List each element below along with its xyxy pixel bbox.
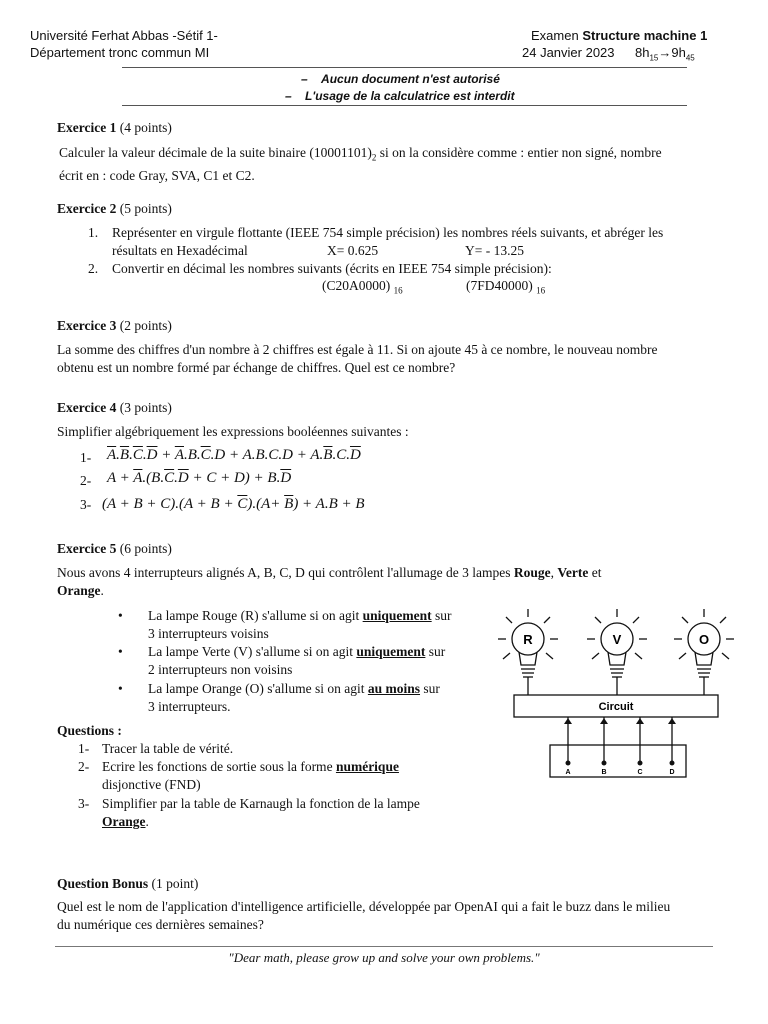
expr-2-num: 2- <box>80 473 92 488</box>
exam-subject: Structure machine 1 <box>582 28 708 43</box>
exercise-4-label: Exercice 4 <box>57 400 117 415</box>
footer-quote: "Dear math, please grow up and solve your own problems." <box>228 950 540 965</box>
exercise-4-points: (3 points) <box>119 400 172 415</box>
note-dash: – <box>301 72 308 86</box>
bonus-title <box>57 876 198 892</box>
hex-2: (7FD40000) <box>466 278 533 293</box>
boolean-expression-3: $(A + B + C).(A + B + \overline{C}).(A+ \overline{B}) + A.B + B$ <box>102 496 365 512</box>
note-text: Aucun document n'est autorisé <box>321 72 500 86</box>
exam-date: 24 Janvier 2023 <box>522 45 615 60</box>
exercise-3-points: (2 points) <box>119 318 172 333</box>
b2-text-c: 2 interrupteurs non voisins <box>148 662 293 677</box>
arrow-icon <box>636 718 644 724</box>
question-1 <box>78 740 234 758</box>
bonus-points: (1 point) <box>151 876 199 891</box>
exercise-4-title <box>57 400 172 416</box>
lamp-r-icon <box>498 609 558 695</box>
q2-text-a: Ecrire les fonctions de sortie sous la forme <box>102 759 336 774</box>
ex3-line-1: La somme des chiffres d'un nombre à 2 chiffres est égale à 11. Si on ajoute 45 à ce nombre, le nouveau nombre <box>57 342 658 357</box>
exercise-5-title <box>57 541 172 557</box>
bullet-icon: • <box>118 608 123 623</box>
ex5-intro-text: Nous avons 4 interrupteurs alignés A, B, C, D qui contrôlent l'allumage de 3 lampes <box>57 565 514 580</box>
note-text: L'usage de la calculatrice est interdit <box>305 89 515 103</box>
time-start-sub: 15 <box>649 53 659 63</box>
lamp-v-icon <box>587 609 647 695</box>
ex5-et: et <box>588 565 602 580</box>
b2-text-a: La lampe Verte (V) s'allume si on agit <box>148 644 357 659</box>
ex1-text-c: écrit en : code Gray, SVA, C1 et C2. <box>59 167 255 183</box>
ex1-text-sub: 2 <box>371 152 377 163</box>
lamp-o-icon <box>674 609 734 695</box>
switch-a-label: A <box>565 769 571 776</box>
lamp-v-label: V <box>612 632 622 647</box>
ex2-item-1-text-b: résultats en Hexadécimal <box>112 243 248 258</box>
bonus-line-2: du numérique ces dernières semaines? <box>57 917 264 932</box>
questions-heading: Questions : <box>57 723 122 738</box>
q3-text-emph: Orange <box>102 814 146 829</box>
note-dash: – <box>285 89 292 103</box>
ex2-item-2-text: Convertir en décimal les nombres suivants (écrits en IEEE 754 simple précision): <box>112 261 552 276</box>
lamp-verte: Verte <box>557 565 589 580</box>
exercise-2-title <box>57 201 172 217</box>
ex2-hex-1 <box>322 277 403 300</box>
time-end: 9h <box>671 45 686 60</box>
hex-2-base: 16 <box>536 285 546 296</box>
exercise-1-label: Exercice 1 <box>57 120 117 135</box>
expr-3-num: 3- <box>80 497 92 512</box>
exercise-2-item-1 <box>88 224 712 260</box>
time-end-sub: 45 <box>685 53 695 63</box>
hex-1: (C20A0000) <box>322 278 391 293</box>
department-name: Département tronc commun MI <box>30 45 210 60</box>
switch-d-label: D <box>669 769 675 776</box>
lamp-orange: Orange <box>57 583 101 598</box>
b3-text-emph: au moins <box>367 681 421 696</box>
switch-dot <box>602 761 607 766</box>
ex1-text-b: si on la considère comme : entier non signé, nombre <box>376 145 662 160</box>
ex2-item-1-text-a: Représenter en virgule flottante (IEEE 754 simple précision) les nombres réels suivants, et abréger les <box>112 225 664 240</box>
ex1-text-a: Calculer la valeur décimale de la suite binaire (10001101) <box>59 145 372 160</box>
ex2-x-value: X= 0.625 <box>327 243 379 258</box>
ex2-y-value: Y= - 13.25 <box>465 243 524 258</box>
exercise-1-text <box>59 144 719 185</box>
switch-dot <box>670 761 675 766</box>
exercise-5-points: (6 points) <box>119 541 172 556</box>
lamp-circuit-figure <box>488 605 748 785</box>
lamp-rouge: Rouge <box>513 565 551 580</box>
lamp-r-label: R <box>523 632 533 647</box>
switch-dot <box>638 761 643 766</box>
arrow-icon: → <box>658 45 672 60</box>
question-2 <box>78 758 442 794</box>
note-1 <box>301 72 500 86</box>
question-3 <box>78 795 462 831</box>
exercise-2-item-2 <box>88 260 712 278</box>
note-2 <box>285 89 515 103</box>
exercise-1-title <box>57 120 172 136</box>
exercise-5-intro <box>57 564 727 600</box>
q3-dot: . <box>145 814 149 829</box>
ex3-line-2: obtenu est un nombre formé par échange de chiffres. Quel est ce nombre? <box>57 360 456 375</box>
switch-dot <box>566 761 571 766</box>
q3-text-a: Simplifier par la table de Karnaugh la fonction de la lampe <box>102 796 420 811</box>
arrow-icon <box>600 718 608 724</box>
hex-1-base: 16 <box>393 285 403 296</box>
b3-text-c: 3 interrupteurs. <box>148 699 231 714</box>
exercise-2-points: (5 points) <box>119 201 172 216</box>
b1-text-b: sur <box>431 608 452 623</box>
q1-num: 1- <box>78 741 90 756</box>
footer-rule <box>55 946 713 947</box>
bullet-icon: • <box>118 681 123 696</box>
bonus-line-1: Quel est le nom de l'application d'intelligence artificielle, développée par OpenAI qui a fait le buzz dans le milieu <box>57 899 671 914</box>
boolean-expression-1: $\overline{A}.\overline{B}.\overline{C}.\overline{D} + \overline{A}.B.\overline{C}.D + A.B.C.D + A.\overline{B}.C.\overline{D}$ <box>107 447 361 463</box>
q2-text-b: disjonctive (FND) <box>102 777 201 792</box>
b3-text-b: sur <box>420 681 440 696</box>
b2-text-emph: uniquement <box>356 644 426 659</box>
boolean-expression-2: $A + \overline{A}.(B.\overline{C}.\overline{D} + C + D) + B.\overline{D}$ <box>107 470 292 486</box>
expr-1-num: 1- <box>80 450 92 465</box>
bullet-icon: • <box>118 644 123 659</box>
exam-time <box>635 44 695 67</box>
bonus-text <box>57 898 727 934</box>
switch-b-label: B <box>601 769 607 776</box>
b1-text-a: La lampe Rouge (R) s'allume si on agit <box>148 608 363 623</box>
ex5-comma: , <box>550 565 558 580</box>
exam-title <box>531 27 707 44</box>
b1-text-emph: uniquement <box>362 608 432 623</box>
ex2-hex-2 <box>466 277 545 300</box>
q2-text-emph: numérique <box>335 759 399 774</box>
ex5-bullet-2 <box>118 643 488 679</box>
circuit-label: Circuit <box>598 701 634 713</box>
ex5-bullet-3 <box>118 680 488 716</box>
header-rule-bottom <box>122 105 687 106</box>
q2-num: 2- <box>78 759 90 774</box>
ex5-dot: . <box>100 583 104 598</box>
ex5-bullet-1 <box>118 607 488 643</box>
q3-num: 3- <box>78 796 90 811</box>
ex2-item-1-num: 1. <box>88 225 99 240</box>
time-start: 8h <box>635 45 650 60</box>
university-name: Université Ferhat Abbas -Sétif 1- <box>30 28 218 43</box>
switch-c-label: C <box>637 769 643 776</box>
exercise-3-label: Exercice 3 <box>57 318 117 333</box>
exam-prefix: Examen <box>531 28 583 43</box>
arrow-icon <box>564 718 572 724</box>
bonus-label: Question Bonus <box>57 876 149 891</box>
q1-text: Tracer la table de vérité. <box>102 741 234 756</box>
exercise-4-intro: Simplifier algébriquement les expressions booléennes suivantes : <box>57 424 409 439</box>
b3-text-a: La lampe Orange (O) s'allume si on agit <box>148 681 368 696</box>
exercise-3-title <box>57 318 172 334</box>
arrow-icon <box>668 718 676 724</box>
exercise-2-label: Exercice 2 <box>57 201 117 216</box>
ex2-item-2-num: 2. <box>88 261 99 276</box>
exercise-5-label: Exercice 5 <box>57 541 117 556</box>
lamp-o-label: O <box>698 632 710 647</box>
exercise-1-points: (4 points) <box>119 120 172 135</box>
exercise-3-text <box>57 341 727 377</box>
header-rule-top <box>122 67 687 68</box>
b2-text-b: sur <box>425 644 446 659</box>
b1-text-c: 3 interrupteurs voisins <box>148 626 269 641</box>
